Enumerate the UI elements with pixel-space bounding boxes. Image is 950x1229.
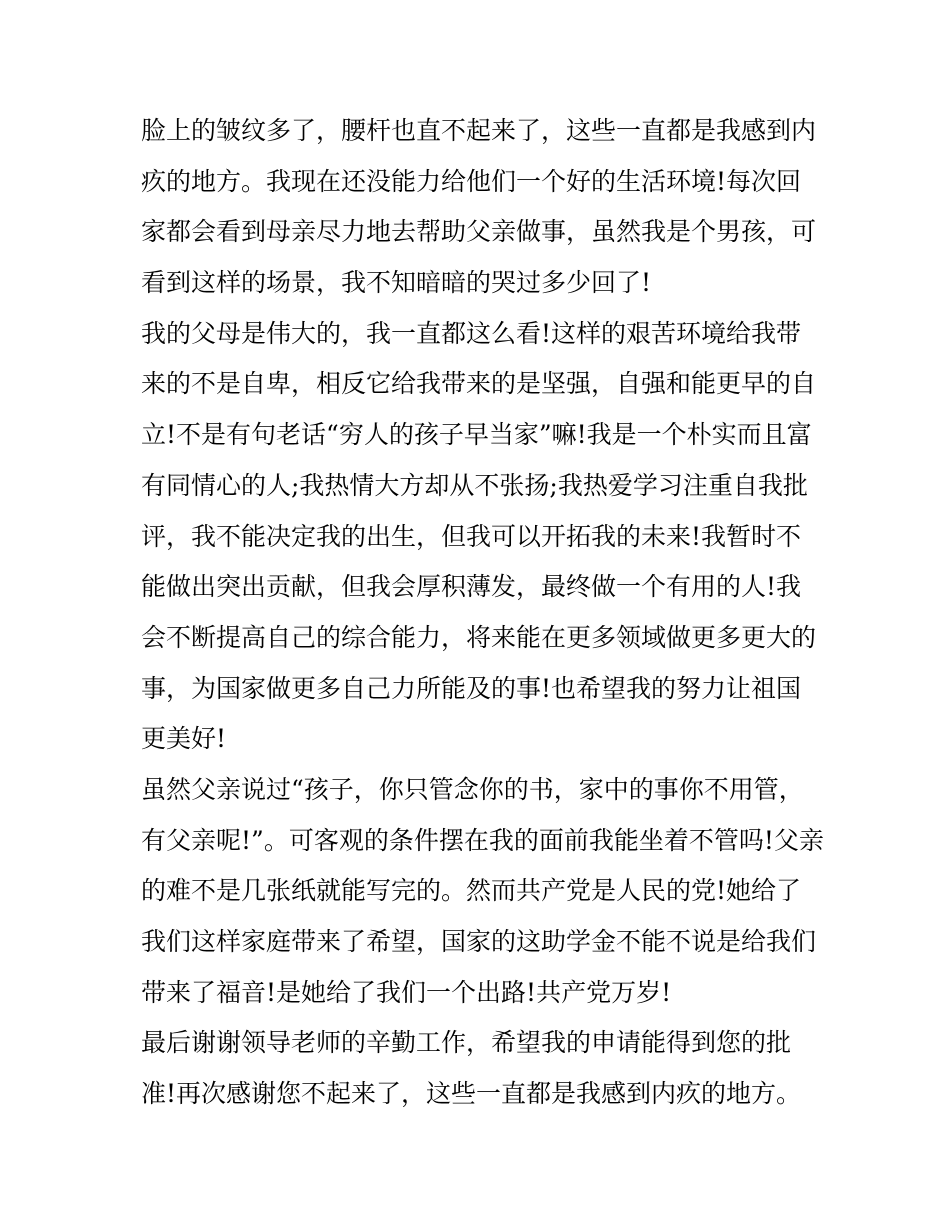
- text-line: 有同情心的人;我热情大方却从不张扬;我热爱学习注重自我批: [141, 470, 808, 500]
- text-line: 能做出突出贡献，但我会厚积薄发，最终做一个有用的人!我: [141, 572, 802, 602]
- text-line: 家都会看到母亲尽力地去帮助父亲做事，虽然我是个男孩，可: [141, 217, 817, 247]
- text-line: 会不断提高自己的综合能力，将来能在更多领域做更多更大的: [141, 622, 817, 652]
- text-line: 虽然父亲说过“孩子，你只管念你的书，家中的事你不用管，: [141, 774, 804, 804]
- text-line: 疚的地方。我现在还没能力给他们一个好的生活环境!每次回: [141, 166, 802, 196]
- text-line: 的难不是几张纸就能写完的。然而共产党是人民的党!她给了: [141, 876, 802, 906]
- text-line: 来的不是自卑，相反它给我带来的是坚强，自强和能更早的自: [141, 369, 817, 399]
- text-line: 准!再次感谢您不起来了，这些一直都是我感到内疚的地方。: [141, 1079, 802, 1109]
- text-line: 我的父母是伟大的，我一直都这么看!这样的艰苦环境给我带: [141, 318, 802, 348]
- text-line: 有父亲呢!”。可客观的条件摆在我的面前我能坐着不管吗!父亲: [141, 825, 824, 855]
- text-line: 脸上的皱纹多了，腰杆也直不起来了，这些一直都是我感到内: [141, 116, 817, 145]
- text-line: 更美好!: [141, 724, 227, 754]
- text-line: 看到这样的场景，我不知暗暗的哭过多少回了!: [141, 268, 652, 298]
- text-line: 事，为国家做更多自己力所能及的事!也希望我的努力让祖国: [141, 673, 802, 703]
- text-line: 带来了福音!是她给了我们一个出路!共产党万岁!: [141, 977, 672, 1007]
- text-line: 立!不是有句老话“穷人的孩子早当家”嘛!我是一个朴实而且富: [141, 420, 812, 450]
- body-text: [141, 106, 824, 1120]
- text-line: 最后谢谢领导老师的辛勤工作，希望我的申请能得到您的批: [141, 1028, 792, 1058]
- text-line: 我们这样家庭带来了希望，国家的这助学金不能不说是给我们: [141, 927, 817, 956]
- text-line: 评，我不能决定我的出生，但我可以开拓我的未来!我暂时不: [141, 521, 802, 551]
